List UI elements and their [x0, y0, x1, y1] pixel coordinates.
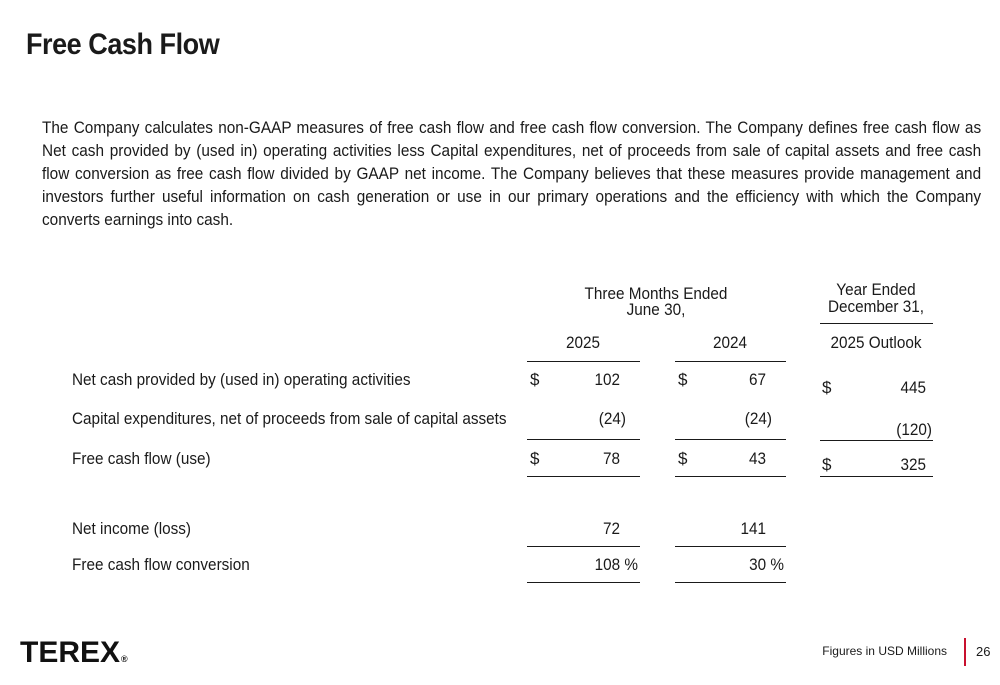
currency-sign: $ [678, 449, 688, 468]
row-label: Capital expenditures, net of proceeds from sale of capital assets [72, 409, 507, 428]
header-three-months-line1: Three Months Ended [584, 284, 728, 303]
bottom-rule-2024 [675, 582, 786, 583]
row-label: Net cash provided by (used in) operating activities [72, 370, 411, 389]
row-label: Free cash flow conversion [72, 555, 250, 574]
value-2024: 141 [740, 519, 766, 538]
logo-text: TEREX [20, 636, 121, 669]
page-title: Free Cash Flow [26, 28, 220, 61]
total-rule-outlook [820, 476, 933, 477]
col-header-2024: 2024 [712, 333, 748, 352]
currency-sign: $ [530, 449, 540, 468]
registered-mark: ® [121, 654, 128, 664]
page-number: 26 [976, 644, 991, 659]
header-rule-2025 [527, 361, 640, 362]
total-rule-2025 [527, 476, 640, 477]
total-rule-2024 [675, 476, 786, 477]
col-header-2025: 2025 [565, 333, 601, 352]
value-outlook: 325 [900, 455, 926, 474]
value-2025: (24) [598, 409, 626, 428]
figures-note: Figures in USD Millions [822, 644, 947, 658]
subtotal-rule-2024 [675, 439, 786, 440]
value-2024: 43 [748, 449, 766, 468]
value-2025: 78 [602, 449, 620, 468]
value-outlook: (120) [896, 420, 932, 439]
header-rule-2024 [675, 361, 786, 362]
header-three-months [566, 286, 746, 318]
header-year-ended-line2: December 31, [827, 297, 925, 316]
header-rule-year [820, 323, 933, 324]
terex-logo [20, 636, 128, 670]
value-2024: 30 % [749, 555, 784, 574]
value-2025: 102 [594, 370, 620, 389]
row-label: Net income (loss) [72, 519, 192, 538]
value-2024: 67 [748, 370, 766, 389]
row-label: Free cash flow (use) [72, 449, 211, 468]
currency-sign: $ [678, 370, 688, 389]
value-2024: (24) [744, 409, 772, 428]
subtotal-rule-outlook [820, 440, 933, 441]
col-header-outlook: 2025 Outlook [830, 333, 922, 352]
currency-sign: $ [822, 455, 832, 474]
value-2025: 72 [602, 519, 620, 538]
subtotal-rule-2025 [527, 439, 640, 440]
bottom-rule-2025 [527, 582, 640, 583]
currency-sign: $ [822, 378, 832, 397]
header-year-ended [804, 281, 948, 315]
accent-divider [964, 638, 966, 666]
value-outlook: 445 [900, 378, 926, 397]
header-year-ended-line1: Year Ended [836, 280, 916, 299]
header-three-months-line2: June 30, [626, 300, 686, 319]
intro-paragraph: The Company calculates non-GAAP measures of free cash flow and free cash flow conversion. The Company defines free cash flow as Net cash provided by (used in) operating activities less Capital expenditures, net of proceeds from sale of capital assets and free cash flow conversion as free cash flow divided by GAAP net income. The Company believes that these measures provide management and investors further useful information on cash generation or use in our primary operations and the efficiency with which the Company converts earnings into cash. [42, 118, 982, 229]
conversion-rule-2024 [675, 546, 786, 547]
currency-sign: $ [530, 370, 540, 389]
conversion-rule-2025 [527, 546, 640, 547]
value-2025: 108 % [594, 555, 638, 574]
